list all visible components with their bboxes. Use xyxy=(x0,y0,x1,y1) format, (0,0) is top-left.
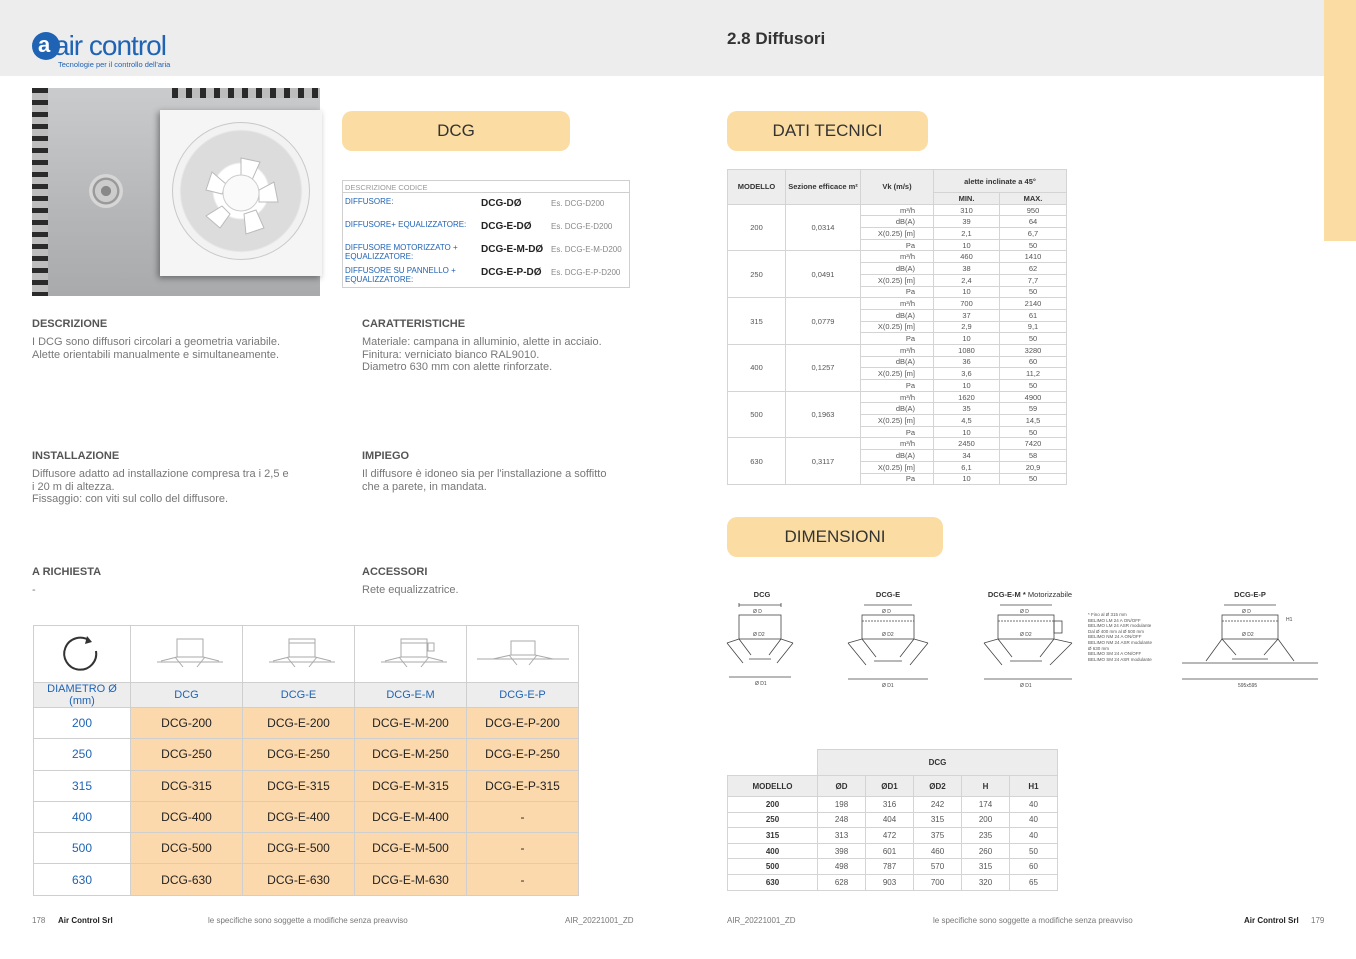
table-row xyxy=(728,828,1058,844)
sketch-title: DCG-E xyxy=(875,590,901,599)
code-label: DIFFUSORE: xyxy=(345,197,394,206)
table-row xyxy=(728,344,1067,356)
code-row xyxy=(343,239,629,262)
sezione-cell: 0,0314 xyxy=(786,204,861,251)
label-d2: Ø D2 xyxy=(1242,632,1254,638)
max-value-cell: 50 xyxy=(1000,333,1067,345)
label-d1: Ø D1 xyxy=(755,681,767,687)
unit-cell: dB(A) xyxy=(861,356,934,368)
model-cell: 200 xyxy=(728,204,786,251)
value-cell: 700 xyxy=(914,874,962,890)
code-value: DCG-E-P-DØ xyxy=(481,267,542,278)
unit-cell: m³/h xyxy=(861,344,934,356)
block-a-richiesta xyxy=(32,566,312,597)
model-cell: 630 xyxy=(728,438,786,485)
max-value-cell: 6,7 xyxy=(1000,228,1067,240)
value-cell: 628 xyxy=(818,874,866,890)
table-row xyxy=(34,801,579,832)
dcg-e-sketch-cell xyxy=(243,626,355,683)
code-cell: DCG-E-M-315 xyxy=(355,770,467,801)
min-value-cell: 2450 xyxy=(934,438,1000,450)
block-title: DESCRIZIONE xyxy=(32,318,108,330)
header-cell: DCG xyxy=(131,683,243,708)
model-cell: 315 xyxy=(728,828,818,844)
value-cell: 198 xyxy=(818,797,866,813)
code-value: DCG-E-M-DØ xyxy=(481,244,544,255)
code-value: DCG-E-DØ xyxy=(481,221,532,232)
unit-cell: dB(A) xyxy=(861,309,934,321)
sezione-cell: 0,1963 xyxy=(786,391,861,438)
value-cell: 313 xyxy=(818,828,866,844)
code-row xyxy=(343,216,629,239)
dati-tecnici-title: DATI TECNICI xyxy=(727,111,928,151)
block-title: CARATTERISTICHE xyxy=(362,318,466,330)
header-cell: ØD1 xyxy=(866,776,914,797)
unit-cell: X(0.25) [m] xyxy=(861,274,934,286)
header-cell: MIN. xyxy=(934,193,1000,205)
unit-cell: X(0.25) [m] xyxy=(861,368,934,380)
table-row xyxy=(34,864,579,895)
block-title: A RICHIESTA xyxy=(32,566,102,578)
icon-row xyxy=(34,626,579,683)
min-value-cell: 10 xyxy=(934,473,1000,485)
block-text: Rete equalizzatrice. xyxy=(362,584,459,596)
value-cell: 404 xyxy=(866,812,914,828)
label-d2: Ø D2 xyxy=(753,632,765,638)
sezione-cell: 0,3117 xyxy=(786,438,861,485)
model-cell: 500 xyxy=(728,859,818,875)
label-d: Ø D xyxy=(882,609,891,615)
value-cell: 398 xyxy=(818,843,866,859)
table-row xyxy=(728,874,1058,890)
code-cell: DCG-E-M-200 xyxy=(355,708,467,739)
code-cell: DCG-E-P-250 xyxy=(467,739,579,770)
table-row xyxy=(34,739,579,770)
value-cell: 498 xyxy=(818,859,866,875)
max-value-cell: 50 xyxy=(1000,239,1067,251)
header-cell: ØD xyxy=(818,776,866,797)
dimensions-table xyxy=(727,749,1058,891)
code-label: DIFFUSORE SU PANNELLO + EQUALIZZATORE: xyxy=(345,266,456,284)
label-h1: H1 xyxy=(1286,617,1293,623)
code-cell: DCG-E-P-315 xyxy=(467,770,579,801)
min-value-cell: 10 xyxy=(934,426,1000,438)
ceiling-grille xyxy=(32,88,48,296)
label-d: Ø D xyxy=(1020,609,1029,615)
technical-data-table xyxy=(727,169,1067,485)
code-cell: DCG-E-M-250 xyxy=(355,739,467,770)
min-value-cell: 34 xyxy=(934,450,1000,462)
unit-cell: X(0.25) [m] xyxy=(861,321,934,333)
dcg-e-p-sketch-icon xyxy=(473,635,573,671)
min-value-cell: 10 xyxy=(934,286,1000,298)
code-cell: DCG-E-P-200 xyxy=(467,708,579,739)
max-value-cell: 7420 xyxy=(1000,438,1067,450)
header-cell: DCG-E xyxy=(243,683,355,708)
model-cell: 500 xyxy=(728,391,786,438)
model-cell: 200 xyxy=(728,797,818,813)
table-row xyxy=(728,204,1067,216)
dcg-e-m-sketch-cell xyxy=(355,626,467,683)
table-row xyxy=(728,438,1067,450)
value-cell: 903 xyxy=(866,874,914,890)
unit-cell: m³/h xyxy=(861,251,934,263)
dcg-e-m-drawing xyxy=(980,599,1080,689)
footer-company-right: Air Control Srl xyxy=(1244,916,1299,925)
max-value-cell: 4900 xyxy=(1000,391,1067,403)
code-cell: DCG-E-M-500 xyxy=(355,833,467,864)
value-cell: 460 xyxy=(914,843,962,859)
table-row xyxy=(728,298,1067,310)
max-value-cell: 3280 xyxy=(1000,344,1067,356)
header-cell: MODELLO xyxy=(728,170,786,205)
unit-cell: Pa xyxy=(861,380,934,392)
header-cell: Vk (m/s) xyxy=(861,170,934,205)
unit-cell: Pa xyxy=(861,473,934,485)
code-cell: - xyxy=(467,864,579,895)
model-cell: 400 xyxy=(728,843,818,859)
max-value-cell: 9,1 xyxy=(1000,321,1067,333)
block-title: INSTALLAZIONE xyxy=(32,450,120,462)
model-cell: 315 xyxy=(728,298,786,345)
sketch-title: DCG-E-P xyxy=(1234,590,1266,599)
block-title: ACCESSORI xyxy=(362,566,428,578)
unit-cell: Pa xyxy=(861,239,934,251)
unit-cell: m³/h xyxy=(861,298,934,310)
block-text: Diffusore adatto ad installazione compresa tra i 2,5 e i 20 m di altezza. Fissaggio: con viti sul collo del diffusore. xyxy=(32,468,289,505)
code-cell: DCG-E-200 xyxy=(243,708,355,739)
code-label: DIFFUSORE MOTORIZZATO + EQUALIZZATORE: xyxy=(345,243,458,261)
model-cell: 400 xyxy=(728,344,786,391)
header-band xyxy=(0,0,1356,76)
accent-strip xyxy=(1324,0,1356,241)
value-cell: 315 xyxy=(962,859,1010,875)
dim-group-header: DCG xyxy=(818,750,1058,776)
model-cell: 250 xyxy=(728,812,818,828)
code-box-header: DESCRIZIONE CODICE xyxy=(343,181,629,193)
unit-cell: Pa xyxy=(861,286,934,298)
table-row xyxy=(34,833,579,864)
unit-cell: dB(A) xyxy=(861,450,934,462)
min-value-cell: 1080 xyxy=(934,344,1000,356)
value-cell: 235 xyxy=(962,828,1010,844)
max-value-cell: 1410 xyxy=(1000,251,1067,263)
label-panel: 595x595 xyxy=(1238,683,1258,689)
unit-cell: Pa xyxy=(861,426,934,438)
code-cell: - xyxy=(467,833,579,864)
table-row xyxy=(728,797,1058,813)
label-d2: Ø D2 xyxy=(882,632,894,638)
footer-company-left: Air Control Srl xyxy=(58,916,113,925)
label-d: Ø D xyxy=(1242,609,1251,615)
min-value-cell: 38 xyxy=(934,263,1000,275)
unit-cell: X(0.25) [m] xyxy=(861,415,934,427)
value-cell: 260 xyxy=(962,843,1010,859)
min-value-cell: 35 xyxy=(934,403,1000,415)
diameter-cell: 315 xyxy=(34,770,131,801)
installed-diffuser xyxy=(89,174,123,208)
max-value-cell: 61 xyxy=(1000,309,1067,321)
sketch-dcg-e xyxy=(842,590,934,689)
value-cell: 50 xyxy=(1010,843,1058,859)
code-example: Es. DCG-D200 xyxy=(551,199,605,208)
code-cell: DCG-400 xyxy=(131,801,243,832)
footer-notice-left: le specifiche sono soggette a modifiche senza preavviso xyxy=(208,916,408,925)
block-descrizione xyxy=(32,318,312,361)
header-cell: Sezione efficace m² xyxy=(786,170,861,205)
min-value-cell: 39 xyxy=(934,216,1000,228)
max-value-cell: 62 xyxy=(1000,263,1067,275)
dim-header-row xyxy=(728,776,1058,797)
min-value-cell: 2,4 xyxy=(934,274,1000,286)
rotation-arrow-icon xyxy=(62,633,102,673)
table-row xyxy=(728,843,1058,859)
code-cell: DCG-E-M-630 xyxy=(355,864,467,895)
rotation-icon-cell xyxy=(34,626,131,683)
max-value-cell: 50 xyxy=(1000,286,1067,298)
value-cell: 40 xyxy=(1010,812,1058,828)
dimensioni-title: DIMENSIONI xyxy=(727,517,943,557)
header-cell: DCG-E-P xyxy=(467,683,579,708)
min-value-cell: 2,1 xyxy=(934,228,1000,240)
ceiling-grille-top xyxy=(172,88,320,98)
value-cell: 40 xyxy=(1010,828,1058,844)
diameter-cell: 250 xyxy=(34,739,131,770)
dcg-sketch-cell xyxy=(131,626,243,683)
logo xyxy=(32,30,172,70)
dcg-drawing xyxy=(727,599,797,685)
table-row xyxy=(728,859,1058,875)
code-cell: DCG-E-630 xyxy=(243,864,355,895)
value-cell: 320 xyxy=(962,874,1010,890)
logo-text: air control xyxy=(54,30,166,61)
code-cell: DCG-500 xyxy=(131,833,243,864)
value-cell: 174 xyxy=(962,797,1010,813)
diameter-cell: 200 xyxy=(34,708,131,739)
max-value-cell: 950 xyxy=(1000,204,1067,216)
min-value-cell: 6,1 xyxy=(934,461,1000,473)
code-cell: DCG-E-M-400 xyxy=(355,801,467,832)
dcg-sketch-icon xyxy=(147,635,227,671)
block-text: I DCG sono diffusori circolari a geometria variabile. Alette orientabili manualmente e simultaneamente. xyxy=(32,336,281,361)
max-value-cell: 14,5 xyxy=(1000,415,1067,427)
code-value: DCG-DØ xyxy=(481,198,522,209)
value-cell: 200 xyxy=(962,812,1010,828)
diameter-cell: 630 xyxy=(34,864,131,895)
sketch-dcg xyxy=(727,590,797,685)
dcg-e-p-sketch-cell xyxy=(467,626,579,683)
dcg-e-sketch-icon xyxy=(259,635,339,671)
max-value-cell: 64 xyxy=(1000,216,1067,228)
unit-cell: dB(A) xyxy=(861,216,934,228)
unit-cell: m³/h xyxy=(861,438,934,450)
header-cell: alette inclinate a 45° xyxy=(934,170,1067,193)
model-cell: 630 xyxy=(728,874,818,890)
value-cell: 60 xyxy=(1010,859,1058,875)
footer-right-page: 179 xyxy=(1311,916,1325,925)
code-cell: DCG-315 xyxy=(131,770,243,801)
product-title: DCG xyxy=(342,111,570,151)
code-cell: - xyxy=(467,801,579,832)
sketch-title: DCG xyxy=(753,590,771,599)
min-value-cell: 10 xyxy=(934,380,1000,392)
product-photo xyxy=(32,88,320,296)
header-cell: DIAMETRO Ø (mm) xyxy=(34,683,131,708)
value-cell: 375 xyxy=(914,828,962,844)
max-value-cell: 59 xyxy=(1000,403,1067,415)
label-d1: Ø D1 xyxy=(882,683,894,689)
table-row xyxy=(728,251,1067,263)
label-d2: Ø D2 xyxy=(1020,632,1032,638)
value-cell: 316 xyxy=(866,797,914,813)
diameter-cell: 500 xyxy=(34,833,131,864)
model-cell: 250 xyxy=(728,251,786,298)
unit-cell: dB(A) xyxy=(861,403,934,415)
max-value-cell: 2140 xyxy=(1000,298,1067,310)
header-cell: H1 xyxy=(1010,776,1058,797)
dcg-e-p-drawing xyxy=(1180,599,1320,689)
sezione-cell: 0,0779 xyxy=(786,298,861,345)
min-value-cell: 10 xyxy=(934,239,1000,251)
dim-group-row xyxy=(728,750,1058,776)
motor-note: * Fino al Ø 315 mm BELIMO LM 24 A ON/OFF BELIMO LM 24 ASR modulante Dal Ø 400 mm al Ø 500 mm BELIMO NM 24 A ON/OFF BELIMO NM 24 ASR modulante Ø 630 mm BELIMO SM 24 A ON/OFF BELIMO SM 24 ASR modulante xyxy=(1088,612,1153,662)
code-cell: DCG-E-500 xyxy=(243,833,355,864)
max-value-cell: 50 xyxy=(1000,380,1067,392)
sketch-title: DCG-E-M * Motorizzabile xyxy=(987,590,1073,599)
min-value-cell: 36 xyxy=(934,356,1000,368)
code-description-box xyxy=(342,180,630,288)
unit-cell: X(0.25) [m] xyxy=(861,461,934,473)
dati-header-row xyxy=(728,170,1067,193)
code-example: Es. DCG-E-P-D200 xyxy=(551,268,621,277)
order-header-row xyxy=(34,683,579,708)
code-cell: DCG-200 xyxy=(131,708,243,739)
block-impiego xyxy=(362,450,642,493)
sezione-cell: 0,0491 xyxy=(786,251,861,298)
value-cell: 601 xyxy=(866,843,914,859)
block-caratteristiche xyxy=(362,318,642,374)
header-cell: MODELLO xyxy=(728,776,818,797)
block-text: - xyxy=(32,584,36,596)
logo-tagline: Tecnologie per il controllo dell'aria xyxy=(58,60,171,69)
max-value-cell: 50 xyxy=(1000,473,1067,485)
block-text: Il diffusore è idoneo sia per l'installazione a soffitto che a parete, in mandata. xyxy=(362,468,607,493)
footer-doc-code-left: AIR_20221001_ZD xyxy=(565,916,634,925)
label-d: Ø D xyxy=(753,609,762,615)
max-value-cell: 58 xyxy=(1000,450,1067,462)
code-cell: DCG-630 xyxy=(131,864,243,895)
diffuser-blades xyxy=(160,110,322,276)
value-cell: 570 xyxy=(914,859,962,875)
max-value-cell: 20,9 xyxy=(1000,461,1067,473)
block-installazione xyxy=(32,450,312,506)
unit-cell: X(0.25) [m] xyxy=(861,228,934,240)
header-cell: H xyxy=(962,776,1010,797)
sketch-dcg-e-p xyxy=(1180,590,1320,689)
value-cell: 242 xyxy=(914,797,962,813)
code-example: Es. DCG-E-M-D200 xyxy=(551,245,622,254)
value-cell: 40 xyxy=(1010,797,1058,813)
footer-notice-right: le specifiche sono soggette a modifiche senza preavviso xyxy=(933,916,1133,925)
logo-letter: a xyxy=(38,32,51,57)
unit-cell: dB(A) xyxy=(861,263,934,275)
min-value-cell: 4,5 xyxy=(934,415,1000,427)
min-value-cell: 1620 xyxy=(934,391,1000,403)
sezione-cell: 0,1257 xyxy=(786,344,861,391)
dcg-e-m-sketch-icon xyxy=(371,635,451,671)
code-cell: DCG-E-315 xyxy=(243,770,355,801)
unit-cell: Pa xyxy=(861,333,934,345)
code-row xyxy=(343,193,629,216)
header-cell: ØD2 xyxy=(914,776,962,797)
section-title: 2.8 Diffusori xyxy=(727,29,826,48)
code-label: DIFFUSORE+ EQUALIZZATORE: xyxy=(345,220,467,229)
max-value-cell: 7,7 xyxy=(1000,274,1067,286)
footer-doc-code-right: AIR_20221001_ZD xyxy=(727,916,796,925)
code-example: Es. DCG-E-D200 xyxy=(551,222,613,231)
table-row xyxy=(34,770,579,801)
diameter-cell: 400 xyxy=(34,801,131,832)
header-cell: MAX. xyxy=(1000,193,1067,205)
min-value-cell: 310 xyxy=(934,204,1000,216)
footer-left-page: 178 xyxy=(32,916,46,925)
min-value-cell: 2,9 xyxy=(934,321,1000,333)
header-cell: DCG-E-M xyxy=(355,683,467,708)
value-cell: 472 xyxy=(866,828,914,844)
block-text: Materiale: campana in alluminio, alette in acciaio. Finitura: verniciato bianco RAL9010. Diametro 630 mm con alette rinforzate. xyxy=(362,336,602,373)
dcg-e-drawing xyxy=(842,599,934,689)
max-value-cell: 60 xyxy=(1000,356,1067,368)
min-value-cell: 3,6 xyxy=(934,368,1000,380)
code-cell: DCG-250 xyxy=(131,739,243,770)
code-cell: DCG-E-250 xyxy=(243,739,355,770)
table-row xyxy=(728,391,1067,403)
min-value-cell: 460 xyxy=(934,251,1000,263)
block-accessori xyxy=(362,566,642,597)
block-title: IMPIEGO xyxy=(362,450,410,462)
label-d1: Ø D1 xyxy=(1020,683,1032,689)
value-cell: 315 xyxy=(914,812,962,828)
code-row xyxy=(343,262,629,285)
max-value-cell: 11,2 xyxy=(1000,368,1067,380)
sketch-dcg-e-m xyxy=(980,590,1080,689)
table-row xyxy=(34,708,579,739)
order-code-table xyxy=(33,625,579,896)
value-cell: 787 xyxy=(866,859,914,875)
min-value-cell: 700 xyxy=(934,298,1000,310)
value-cell: 65 xyxy=(1010,874,1058,890)
diffuser-panel xyxy=(160,110,322,276)
code-cell: DCG-E-400 xyxy=(243,801,355,832)
value-cell: 248 xyxy=(818,812,866,828)
table-row xyxy=(728,812,1058,828)
unit-cell: m³/h xyxy=(861,391,934,403)
max-value-cell: 50 xyxy=(1000,426,1067,438)
min-value-cell: 37 xyxy=(934,309,1000,321)
unit-cell: m³/h xyxy=(861,204,934,216)
min-value-cell: 10 xyxy=(934,333,1000,345)
